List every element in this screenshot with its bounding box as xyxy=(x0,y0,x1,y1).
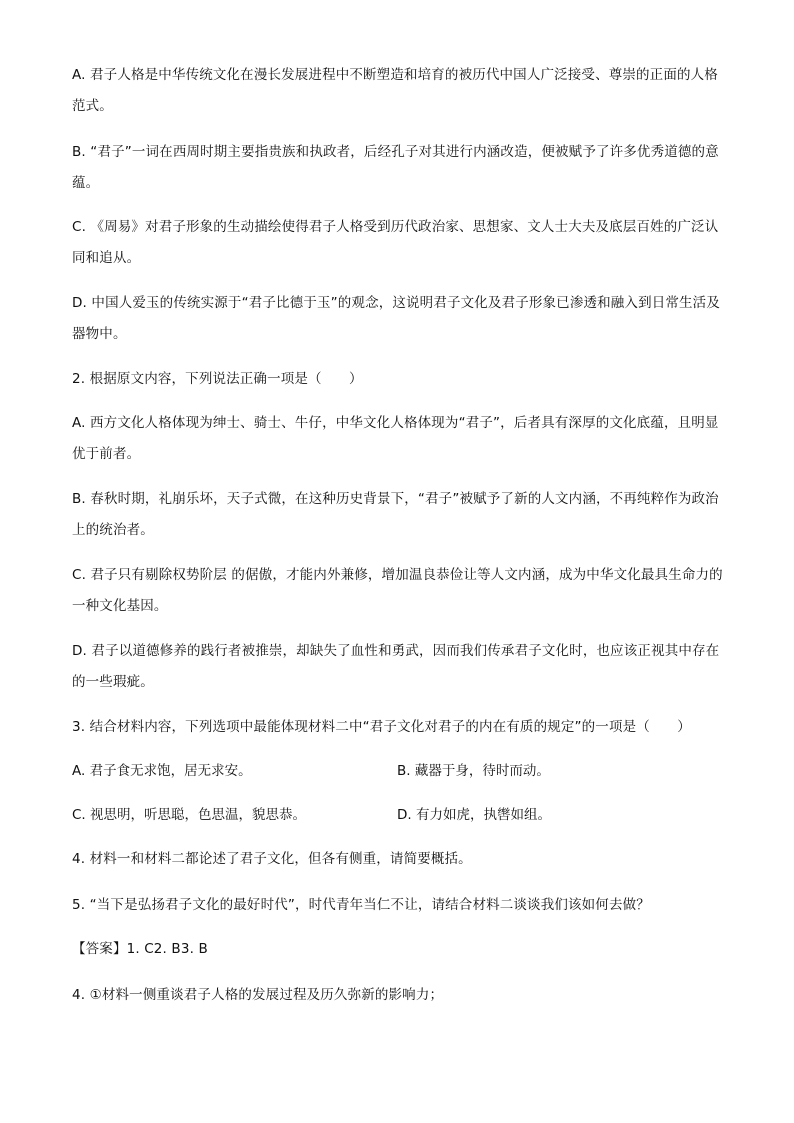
q2-option-d: D. 君子以道德修养的践行者被推崇，却缺失了血性和勇武，因而我们传承君子文化时，也应该正视其中存在的一些瑕疵。 xyxy=(72,643,720,690)
q1-option-a: A. 君子人格是中华传统文化在漫长发展进程中不断塑造和培育的被历代中国人广泛接受、尊崇的正面的人格范式。 xyxy=(72,67,718,114)
q1-option-d: D. 中国人爱玉的传统实源于“君子比德于玉”的观念，这说明君子文化及君子形象已渗透和融入到日常生活及器物中。 xyxy=(72,295,720,342)
q3-stem: 3. 结合材料内容，下列选项中最能体现材料二中“君子文化对君子的内在有质的规定”的一项是（ ） xyxy=(72,719,691,735)
q1-option-b: B. “君子”一词在西周时期主要指贵族和执政者，后经孔子对其进行内涵改造，便被赋予了许多优秀道德的意蕴。 xyxy=(72,144,719,191)
q3-option-c: C. 视思明，听思聪，色思温，貌思恭。 xyxy=(72,807,307,823)
q1-option-c: C. 《周易》对君子形象的生动描绘使得君子人格受到历代政治家、思想家、文人士大夫及底层百姓的广泛认同和追从。 xyxy=(72,219,719,266)
q2-option-c: C. 君子只有剔除权势阶层 的倨傲，才能内外兼修，增加温良恭俭让等人文内涵，成为中华文化最具生命力的一种文化基因。 xyxy=(72,567,723,614)
answer-label: 【答案】 xyxy=(72,941,127,957)
answer-4-line: 4. ①材料一侧重谈君子人格的发展过程及历久弥新的影响力； xyxy=(72,987,444,1003)
q4-stem: 4. 材料一和材料二都论述了君子文化，但各有侧重，请简要概括。 xyxy=(72,851,472,867)
q2-option-b: B. 春秋时期，礼崩乐坏，天子式微，在这种历史背景下，“君子”被赋予了新的人文内涵，不再纯粹作为政治上的统治者。 xyxy=(72,491,719,538)
q3-option-b: B. 藏器于身，待时而动。 xyxy=(397,763,550,779)
q2-stem: 2. 根据原文内容，下列说法正确一项是（ ） xyxy=(72,371,363,387)
answer-text: 1. C2. B3. B xyxy=(126,941,208,957)
answer-line xyxy=(72,934,724,965)
q2-option-a: A. 西方文化人格体现为绅士、骑士、牛仔，中华文化人格体现为“君子”，后者具有深厚的文化底蕴，且明显优于前者。 xyxy=(72,415,719,462)
q5-stem: 5. “当下是弘扬君子文化的最好时代”，时代青年当仁不让，请结合材料二谈谈我们该如何去做？ xyxy=(72,897,650,913)
q3-option-a: A. 君子食无求饱，居无求安。 xyxy=(72,763,252,779)
q3-option-d: D. 有力如虎，执辔如组。 xyxy=(397,807,551,823)
